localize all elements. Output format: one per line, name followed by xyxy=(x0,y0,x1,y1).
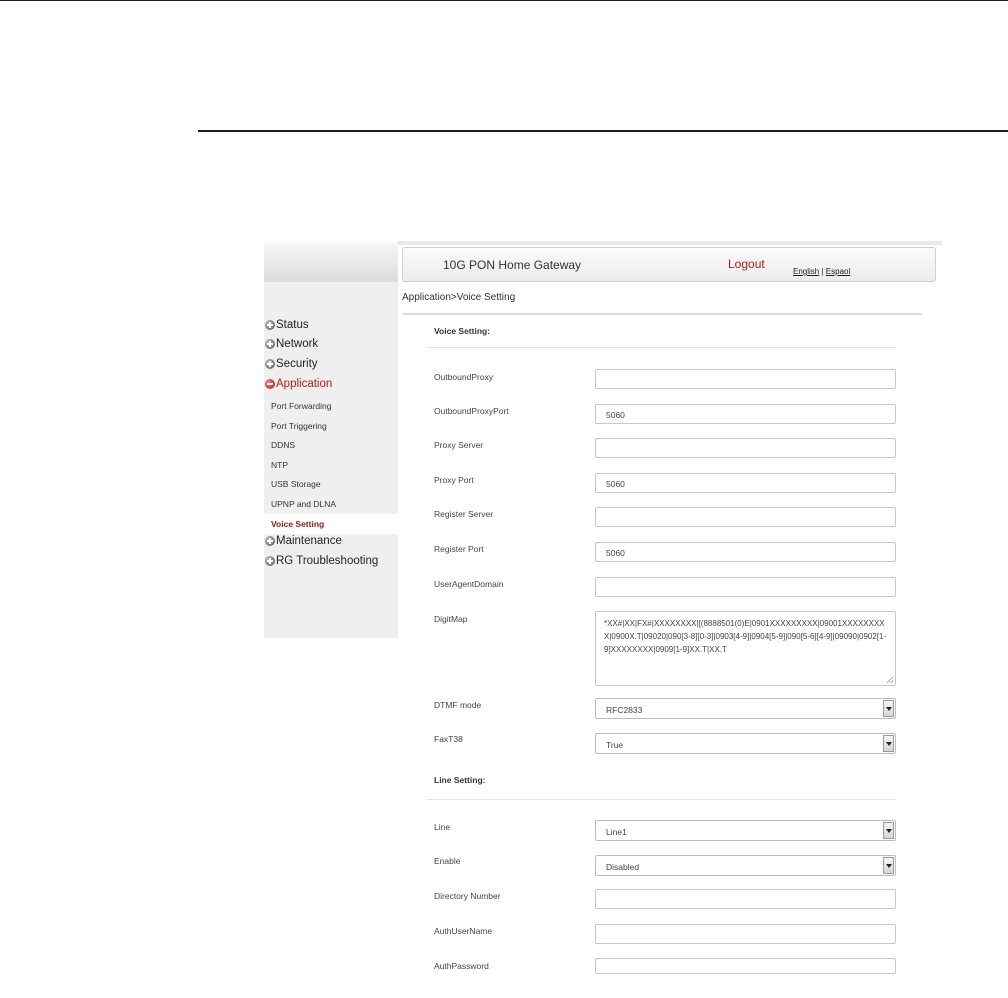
language-separator: | xyxy=(821,267,824,276)
minus-circle-icon xyxy=(265,379,275,389)
enable-value: Disabled xyxy=(606,862,640,872)
plus-circle-icon xyxy=(265,556,275,566)
plus-circle-icon xyxy=(265,536,275,546)
digitmap-value: *XX#|XX|FX#|XXXXXXXX|[(8888501(0)E|0901XXXXXXXXX|09001XXXXXXXXX|0900X.T|09020|090[3-8][0-3]|0903[4-9]|0904[5-9]|090[5-6][4-9]|09090|0902[1-9]XXXXXXXX|0909[1-9]XX.T|XX.T xyxy=(604,619,887,654)
plus-circle-icon xyxy=(265,320,275,330)
proxy-port-label: Proxy Port xyxy=(434,475,474,485)
resize-grip-icon[interactable] xyxy=(887,677,893,683)
enable-select[interactable] xyxy=(595,855,896,876)
outbound-proxy-port-input[interactable]: 5060 xyxy=(595,404,896,424)
auth-user-name-label: AuthUserName xyxy=(434,926,493,936)
sidebar-subitem-ntp[interactable]: NTP xyxy=(271,460,288,470)
line-value: Line1 xyxy=(606,827,627,837)
directory-number-label: Directory Number xyxy=(434,891,501,901)
digitmap-label: DigitMap xyxy=(434,614,468,624)
voice-setting-divider xyxy=(426,347,896,348)
gateway-header xyxy=(402,247,936,282)
register-port-label: Register Port xyxy=(434,544,484,554)
user-agent-domain-label: UserAgentDomain xyxy=(434,579,504,589)
sidebar-subitem-ddns[interactable]: DDNS xyxy=(271,440,296,450)
sidebar-subitem-port-forwarding[interactable]: Port Forwarding xyxy=(271,401,332,411)
proxy-port-input[interactable]: 5060 xyxy=(595,473,896,493)
sidebar-subitem-port-triggering[interactable]: Port Triggering xyxy=(271,421,327,431)
sidebar-item-security[interactable] xyxy=(265,358,318,370)
sidebar-item-network[interactable] xyxy=(265,338,318,350)
auth-user-name-input[interactable] xyxy=(595,924,896,944)
register-server-label: Register Server xyxy=(434,509,494,519)
fax-t38-label: FaxT38 xyxy=(434,734,463,744)
dtmf-mode-select[interactable] xyxy=(595,698,896,719)
sidebar-item-application[interactable] xyxy=(265,378,332,390)
sidebar-item-label: Security xyxy=(276,358,318,370)
user-agent-domain-input[interactable] xyxy=(595,577,896,597)
fax-t38-value: True xyxy=(606,740,624,750)
sidebar-subitem-voice-setting[interactable]: Voice Setting xyxy=(271,519,325,529)
sidebar-item-label: RG Troubleshooting xyxy=(276,555,379,567)
voice-setting-title: Voice Setting: xyxy=(434,326,491,336)
dtmf-mode-value: RFC2833 xyxy=(606,705,643,715)
sidebar-item-label: Status xyxy=(276,319,309,331)
page-top-rule xyxy=(0,0,1008,1)
line-setting-divider xyxy=(426,799,896,800)
sidebar-item-label: Application xyxy=(276,378,333,390)
outbound-proxy-label: OutboundProxy xyxy=(434,372,494,382)
dropdown-arrow-icon[interactable] xyxy=(883,857,894,874)
dropdown-arrow-icon[interactable] xyxy=(883,700,894,717)
dtmf-mode-label: DTMF mode xyxy=(434,700,482,710)
dropdown-arrow-icon[interactable] xyxy=(883,735,894,752)
spanish-link[interactable]: Espaol xyxy=(825,267,851,276)
sidebar-header xyxy=(264,242,398,282)
digitmap-textarea[interactable] xyxy=(595,611,896,686)
sidebar-subitem-upnp-dlna[interactable]: UPNP and DLNA xyxy=(271,499,337,509)
english-link[interactable]: English xyxy=(793,267,820,276)
plus-circle-icon xyxy=(265,359,275,369)
sidebar-item-status[interactable] xyxy=(265,319,309,331)
line-select[interactable] xyxy=(595,820,896,841)
register-server-input[interactable] xyxy=(595,507,896,527)
proxy-server-input[interactable] xyxy=(595,438,896,458)
breadcrumb: Application>Voice Setting xyxy=(402,292,516,303)
fax-t38-select[interactable] xyxy=(595,733,896,754)
sidebar-item-maintenance[interactable] xyxy=(265,535,342,547)
sidebar-item-label: Maintenance xyxy=(276,535,342,547)
directory-number-input[interactable] xyxy=(595,889,896,909)
auth-password-label: AuthPassword xyxy=(434,961,489,971)
header-shadow xyxy=(398,241,942,245)
plus-circle-icon xyxy=(265,339,275,349)
sidebar-subitem-usb-storage[interactable]: USB Storage xyxy=(271,479,321,489)
sidebar-item-rg-troubleshooting[interactable] xyxy=(265,555,378,567)
logout-link[interactable]: Logout xyxy=(728,257,765,271)
auth-password-input[interactable] xyxy=(595,958,896,974)
language-switcher xyxy=(793,267,850,276)
dropdown-arrow-icon[interactable] xyxy=(883,822,894,839)
breadcrumb-divider xyxy=(402,313,922,315)
proxy-server-label: Proxy Server xyxy=(434,440,484,450)
line-label: Line xyxy=(434,822,451,832)
line-setting-title: Line Setting: xyxy=(434,775,486,785)
outbound-proxy-port-label: OutboundProxyPort xyxy=(434,406,509,416)
gateway-title: 10G PON Home Gateway xyxy=(443,258,582,272)
sidebar-item-label: Network xyxy=(276,338,319,350)
enable-label: Enable xyxy=(434,856,461,866)
section-divider xyxy=(198,130,1008,132)
register-port-input[interactable]: 5060 xyxy=(595,542,896,562)
outbound-proxy-input[interactable] xyxy=(595,369,896,389)
